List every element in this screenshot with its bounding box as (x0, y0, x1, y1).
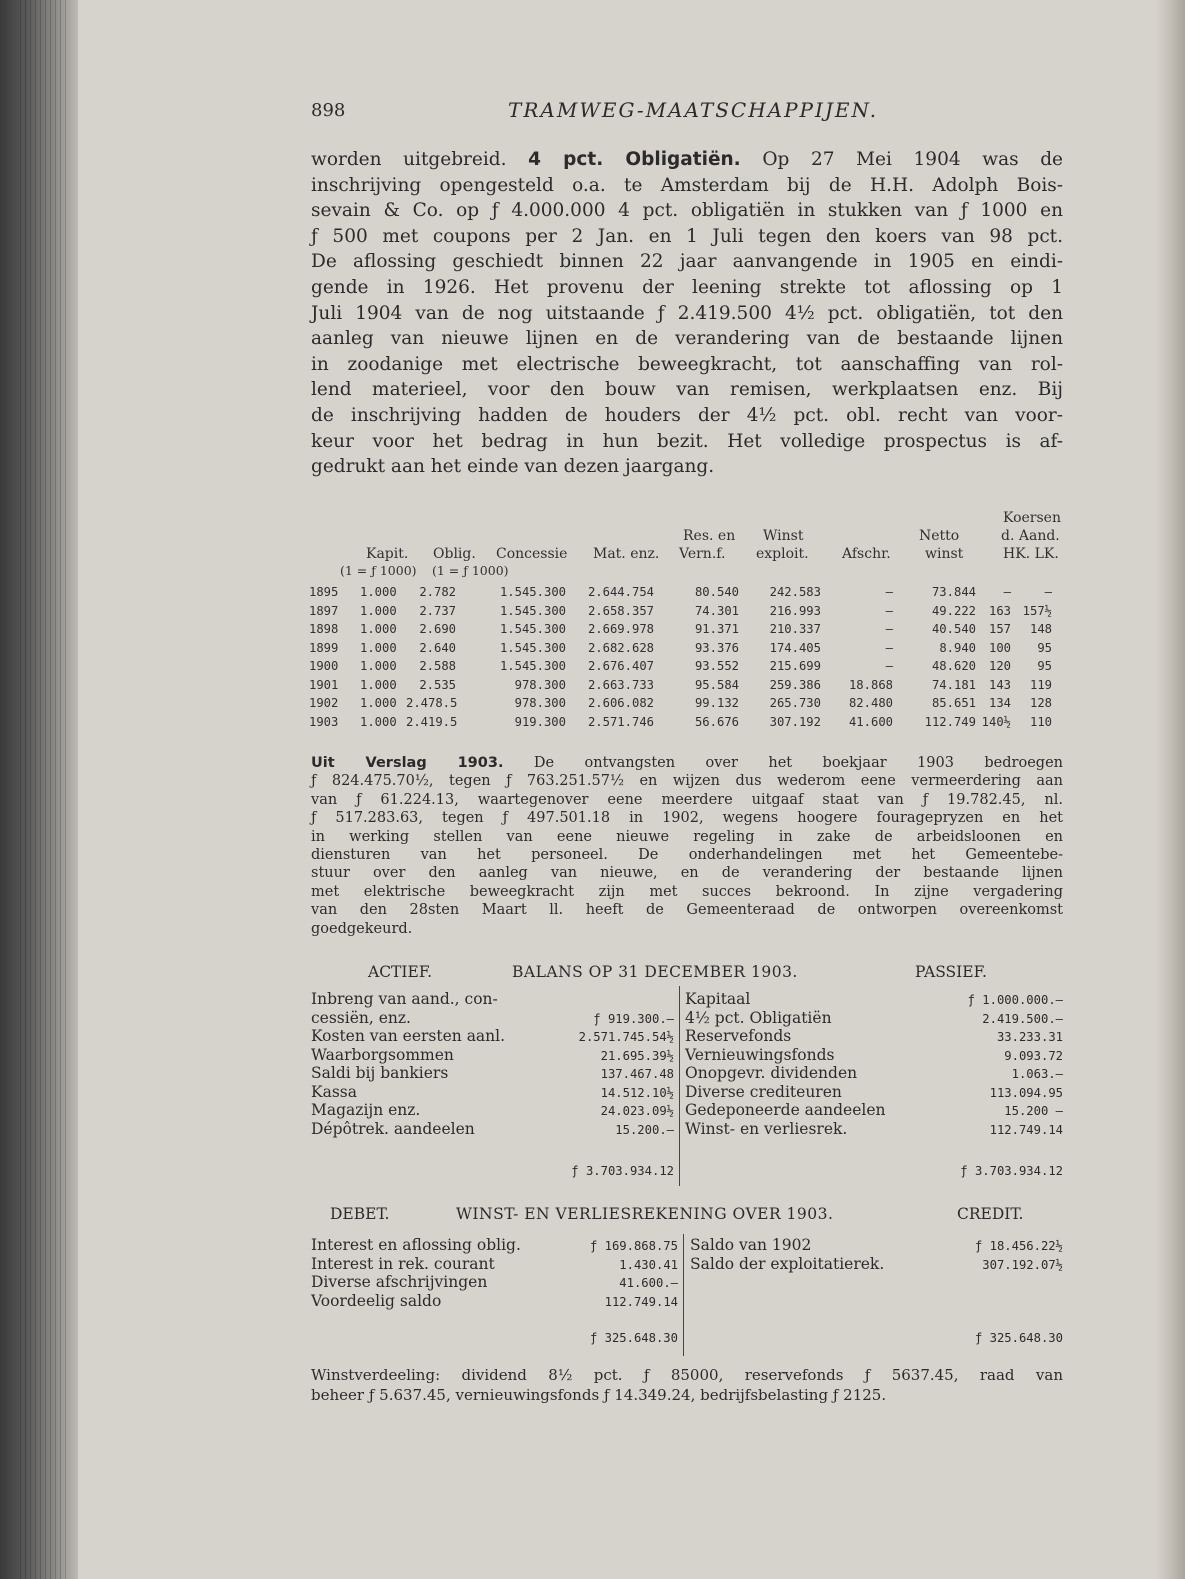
stats-cell: 242.583 (769, 585, 821, 599)
stats-cell: 978.300 (514, 696, 566, 710)
actief-item-label: Dépôtrek. aandeelen (311, 1119, 475, 1138)
stats-cell: 40.540 (931, 622, 976, 636)
passief-item-value: 1.063.— (1011, 1067, 1063, 1081)
actief-item-value: 14.512.10½ (600, 1085, 674, 1100)
verslag-line: ƒ 824.475.70½, tegen ƒ 763.251.57½ en wijzen dus wederom eene vermeerdering aan (311, 773, 1063, 790)
stats-cell: 95 (1037, 640, 1052, 655)
verslag-line: van den 28sten Maart ll. heeft de Gemeenteraad de ontworpen overeenkomst (311, 902, 1063, 919)
stats-cell: 215.699 (769, 659, 821, 673)
stats-cell: 74.181 (931, 677, 976, 692)
stats-cell: 140½ (981, 714, 1011, 729)
passief-item-value: 33.233.31 (996, 1030, 1063, 1044)
stats-cell: 2.669.978 (587, 622, 654, 636)
wv-title: WINST- EN VERLIESREKENING OVER 1903. (456, 1205, 834, 1223)
stats-cell: 1.000 (360, 659, 397, 673)
stats-cell: 978.300 (514, 677, 566, 692)
wv-total-credit: ƒ 325.648.30 (974, 1331, 1063, 1345)
passief-item-label: Onopgevr. dividenden (685, 1064, 858, 1082)
stats-cell: 74.301 (694, 603, 739, 618)
stats-cell: 157½ (1022, 603, 1052, 618)
stats-cell: 1.545.300 (499, 659, 566, 673)
stats-cell: 1.000 (360, 677, 397, 692)
stats-cell: 2.588 (419, 659, 456, 673)
wv-credit-title: CREDIT. (957, 1205, 1024, 1223)
stats-cell: — (885, 585, 893, 599)
stats-cell: 95.584 (694, 677, 739, 692)
stats-cell: 1.000 (360, 696, 397, 710)
verslag-paragraph (311, 754, 1063, 938)
balans-total-actief: ƒ 3.703.934.12 (571, 1164, 674, 1178)
stats-cell: 216.993 (769, 603, 821, 618)
intro-line: De aflossing geschiedt binnen 22 jaar aanvangende in 1905 en eindi- (311, 251, 1063, 273)
passief-item-label: Winst- en verliesrek. (685, 1119, 848, 1138)
stats-cell: 2.782 (419, 585, 456, 599)
intro-line: gedrukt aan het einde van dezen jaargang. (311, 456, 715, 478)
credit-item-value: ƒ 18.456.22½ (974, 1239, 1063, 1253)
stats-cell: 2.535 (419, 677, 456, 692)
intro-line: keur voor het bedrag in hun bezit. Het volledige prospectus is af- (311, 430, 1063, 452)
passief-item-label: Gedeponeerde aandeelen (685, 1101, 886, 1119)
credit-item-label: Saldo van 1902 (690, 1236, 812, 1254)
actief-item-label: Waarborgsommen (311, 1045, 454, 1064)
stats-cell: 1.000 (360, 585, 397, 599)
stats-cell: 119 (1029, 677, 1052, 692)
page-number: 898 (311, 100, 346, 121)
stats-cell: — (885, 603, 893, 618)
stats-cell: 210.337 (769, 622, 821, 636)
intro-line: ƒ 500 met coupons per 2 Jan. en 1 Juli tegen den koers van 98 pct. (311, 225, 1063, 247)
stats-cell: 2.658.357 (587, 603, 654, 618)
stats-cell: 174.405 (769, 640, 821, 655)
passief-item-value: 2.419.500.— (982, 1011, 1063, 1026)
stats-cell: 157 (988, 622, 1011, 636)
stats-cell: 134 (988, 696, 1011, 710)
debet-item-label: Voordeelig saldo (311, 1291, 442, 1310)
year-cell: 1895 (309, 585, 339, 599)
year-cell: 1900 (309, 659, 339, 673)
stats-cell: — (885, 659, 893, 673)
debet-item-value: 112.749.14 (604, 1294, 678, 1309)
verslag-heading: Uit Verslag 1903. (311, 755, 504, 771)
stats-cell: 8.940 (939, 640, 976, 655)
verslag-line: ƒ 517.283.63, tegen ƒ 497.501.18 in 1902, wegens hoogere fouragepryzen en het (311, 810, 1063, 827)
balans-divider (679, 986, 680, 1186)
credit-item-label: Saldo der exploitatierek. (690, 1254, 885, 1273)
balans-total-passief: ƒ 3.703.934.12 (960, 1164, 1063, 1178)
stats-cell: 1.545.300 (499, 585, 566, 599)
stats-cell: 2.690 (419, 622, 456, 636)
wv-debet-title: DEBET. (330, 1205, 390, 1223)
stats-cell: 80.540 (694, 585, 739, 599)
running-title: TRAMWEG-MAATSCHAPPIJEN. (508, 98, 879, 122)
passief-item-label: Reservefonds (685, 1027, 792, 1045)
obligatien-heading: 4 pct. Obligatiën. (528, 149, 741, 170)
stats-cell: 128 (1029, 696, 1052, 710)
unit-note-oblig: (1 = ƒ 1000) (432, 563, 509, 578)
winstverdeeling-paragraph (311, 1365, 1063, 1405)
stats-cell: 85.651 (931, 696, 976, 710)
stats-cell: 1.545.300 (499, 622, 566, 636)
stats-cell: — (1044, 585, 1052, 599)
credit-item-value: 307.192.07½ (982, 1257, 1063, 1272)
stats-cell: 1.545.300 (499, 603, 566, 618)
actief-item-value: 15.200.— (615, 1122, 674, 1137)
intro-line: aanleg van nieuwe lijnen en de verandering van de bestaande lijnen (311, 328, 1063, 350)
stats-cell: 73.844 (931, 585, 976, 599)
stats-cell: 93.552 (694, 659, 739, 673)
header-kapit: Kapit. (366, 546, 409, 562)
stats-cell: 163 (988, 603, 1011, 618)
stats-cell: 2.571.746 (587, 714, 654, 729)
debet-item-value: 1.430.41 (619, 1257, 678, 1272)
verslag-line: Uit Verslag 1903. De ontvangsten over het boekjaar 1903 bedroegen (311, 755, 1063, 771)
stats-cell: 2.606.082 (587, 696, 654, 710)
stats-cell: 110 (1029, 714, 1052, 729)
debet-item-label: Interest in rek. courant (311, 1254, 495, 1273)
actief-item-value: 21.695.39½ (600, 1048, 674, 1063)
stats-cell: — (885, 640, 893, 655)
header-concessie: Concessie (496, 546, 568, 562)
stats-cell: 99.132 (694, 696, 739, 710)
passief-item-value: 9.093.72 (1004, 1048, 1063, 1063)
actief-item-value: ƒ 919.300.— (593, 1011, 674, 1026)
stats-cell: — (885, 622, 893, 636)
year-cell: 1902 (309, 696, 339, 710)
verslag-line: stuur over den aanleg van nieuwe, en de verandering der bestaande lijnen (311, 865, 1063, 882)
balans-title: BALANS OP 31 DECEMBER 1903. (512, 963, 798, 981)
stats-cell: 1.000 (360, 603, 397, 618)
stats-cell: 2.676.407 (587, 659, 654, 673)
balans-passief-title: PASSIEF. (915, 963, 987, 981)
passief-item-label: Vernieuwingsfonds (685, 1045, 835, 1064)
stats-cell: 93.376 (694, 640, 739, 655)
stats-cell: 2.663.733 (587, 677, 654, 692)
header-exploit: exploit. (756, 546, 809, 562)
passief-item-value: 15.200 — (1004, 1104, 1063, 1118)
stats-cell: 82.480 (848, 696, 893, 710)
year-cell: 1898 (309, 622, 339, 636)
stats-cell: 2.640 (419, 640, 456, 655)
verslag-line: van ƒ 61.224.13, waartegenover eene meerdere uitgaaf staat van ƒ 19.782.45, nl. (311, 791, 1063, 808)
stats-cell: 1.545.300 (499, 640, 566, 655)
header-winst-netto: winst (925, 546, 964, 562)
actief-item-label: cessiën, enz. (311, 1008, 411, 1027)
actief-item-value: 24.023.09½ (600, 1104, 674, 1118)
intro-line: lend materieel, voor den bouw van remisen, werkplaatsen enz. Bij (311, 379, 1063, 401)
header-res-en: Res. en (683, 528, 736, 544)
stats-cell: 2.737 (419, 603, 456, 618)
stats-cell: 265.730 (769, 696, 821, 710)
stats-cell: 120 (988, 659, 1011, 673)
wv-divider (683, 1234, 684, 1356)
debet-item-label: Interest en aflossing oblig. (311, 1236, 521, 1254)
stats-cell: 259.386 (769, 677, 821, 692)
stats-cell: 56.676 (694, 714, 739, 729)
actief-item-value: 137.467.48 (600, 1067, 674, 1081)
intro-line: in zoodanige met electrische beweegkracht, tot aanschaffing van rol- (311, 353, 1063, 375)
stats-cell: 18.868 (848, 677, 893, 692)
header-koersen: Koersen (1003, 510, 1061, 526)
header-afschr: Afschr. (842, 546, 891, 562)
stats-cell: 112.749 (924, 714, 976, 729)
stats-cell: 2.682.628 (587, 640, 654, 655)
header-mat-enz: Mat. enz. (593, 546, 660, 562)
stats-cell: 49.222 (931, 603, 976, 618)
intro-line: de inschrijving hadden de houders der 4½ pct. obl. recht van voor- (311, 404, 1063, 426)
stats-cell: 143 (988, 677, 1011, 692)
verslag-line: met elektrische beweegkracht zijn met succes bekroond. In zijne vergadering (311, 883, 1063, 900)
passief-item-label: 4½ pct. Obligatiën (685, 1008, 832, 1027)
debet-item-value: 41.600.— (619, 1276, 678, 1290)
header-hk-lk: HK. LK. (1003, 546, 1059, 562)
actief-item-label: Saldi bij bankiers (311, 1064, 449, 1082)
header-vern-f: Vern.f. (679, 546, 726, 562)
stats-cell: 919.300 (514, 714, 566, 729)
passief-item-value: 113.094.95 (989, 1085, 1063, 1100)
header-winst: Winst (763, 528, 804, 544)
stats-cell: 307.192 (769, 714, 821, 729)
header-netto: Netto (919, 528, 960, 544)
verslag-line: in werking stellen van eene nieuwe regeling in zake de arbeidsloonen en (311, 828, 1063, 845)
passief-item-value: ƒ 1.000.000.— (967, 993, 1063, 1007)
stats-cell: 48.620 (931, 659, 976, 673)
stats-cell: 100 (988, 640, 1011, 655)
intro-line: Juli 1904 van de nog uitstaande ƒ 2.419.500 4½ pct. obligatiën, tot den (311, 302, 1063, 324)
intro-paragraph (311, 147, 1063, 480)
wv-total-debet: ƒ 325.648.30 (589, 1331, 678, 1345)
passief-item-label: Diverse crediteuren (685, 1082, 842, 1101)
stats-cell: 2.644.754 (587, 585, 654, 599)
winstverdeeling-line: beheer ƒ 5.637.45, vernieuwingsfonds ƒ 14.349.24, bedrijfsbelasting ƒ 2125. (311, 1386, 887, 1404)
balans-actief-title: ACTIEF. (368, 963, 433, 981)
stats-cell: 2.419.5 (406, 714, 458, 729)
debet-item-value: ƒ 169.868.75 (589, 1239, 678, 1253)
verslag-line: diensturen van het personeel. De onderhandelingen met het Gemeentebe- (311, 846, 1063, 863)
stats-cell: 95 (1037, 659, 1052, 673)
stats-cell: 91.371 (694, 622, 739, 636)
passief-item-label: Kapitaal (685, 990, 751, 1008)
stats-cell: 1.000 (360, 622, 397, 636)
intro-line: sevain & Co. op ƒ 4.000.000 4 pct. obligatiën in stukken van ƒ 1000 en (311, 200, 1063, 222)
verslag-line: goedgekeurd. (311, 920, 413, 937)
year-cell: 1899 (309, 640, 339, 655)
unit-note-kapit: (1 = ƒ 1000) (340, 563, 417, 578)
debet-item-label: Diverse afschrijvingen (311, 1273, 488, 1291)
stats-cell: 148 (1029, 622, 1052, 636)
year-cell: 1897 (309, 603, 339, 618)
stats-cell: 41.600 (848, 714, 893, 729)
header-oblig: Oblig. (433, 546, 476, 562)
stats-cell: 1.000 (360, 640, 397, 655)
actief-item-label: Kassa (311, 1082, 357, 1101)
intro-line: inschrijving opengesteld o.a. te Amsterdam bij de H.H. Adolph Bois- (311, 174, 1063, 196)
year-cell: 1903 (309, 714, 339, 729)
header-d-aand: d. Aand. (1001, 528, 1060, 544)
stats-cell: 2.478.5 (406, 696, 458, 710)
actief-item-value: 2.571.745.54½ (578, 1030, 674, 1044)
year-cell: 1901 (309, 677, 339, 692)
stats-cell: — (1003, 585, 1011, 599)
actief-item-label: Magazijn enz. (311, 1101, 421, 1119)
intro-line: gende in 1926. Het provenu der leening strekte tot aflossing op 1 (311, 276, 1063, 298)
passief-item-value: 112.749.14 (989, 1122, 1063, 1137)
intro-line: worden uitgebreid. 4 pct. Obligatiën. Op 27 Mei 1904 was de (311, 149, 1063, 170)
actief-item-label: Inbreng van aand., con- (311, 990, 498, 1008)
actief-item-label: Kosten van eersten aanl. (311, 1027, 506, 1045)
winstverdeeling-line: Winstverdeeling: dividend 8½ pct. ƒ 85000, reservefonds ƒ 5637.45, raad van (311, 1366, 1063, 1384)
stats-cell: 1.000 (360, 714, 397, 729)
